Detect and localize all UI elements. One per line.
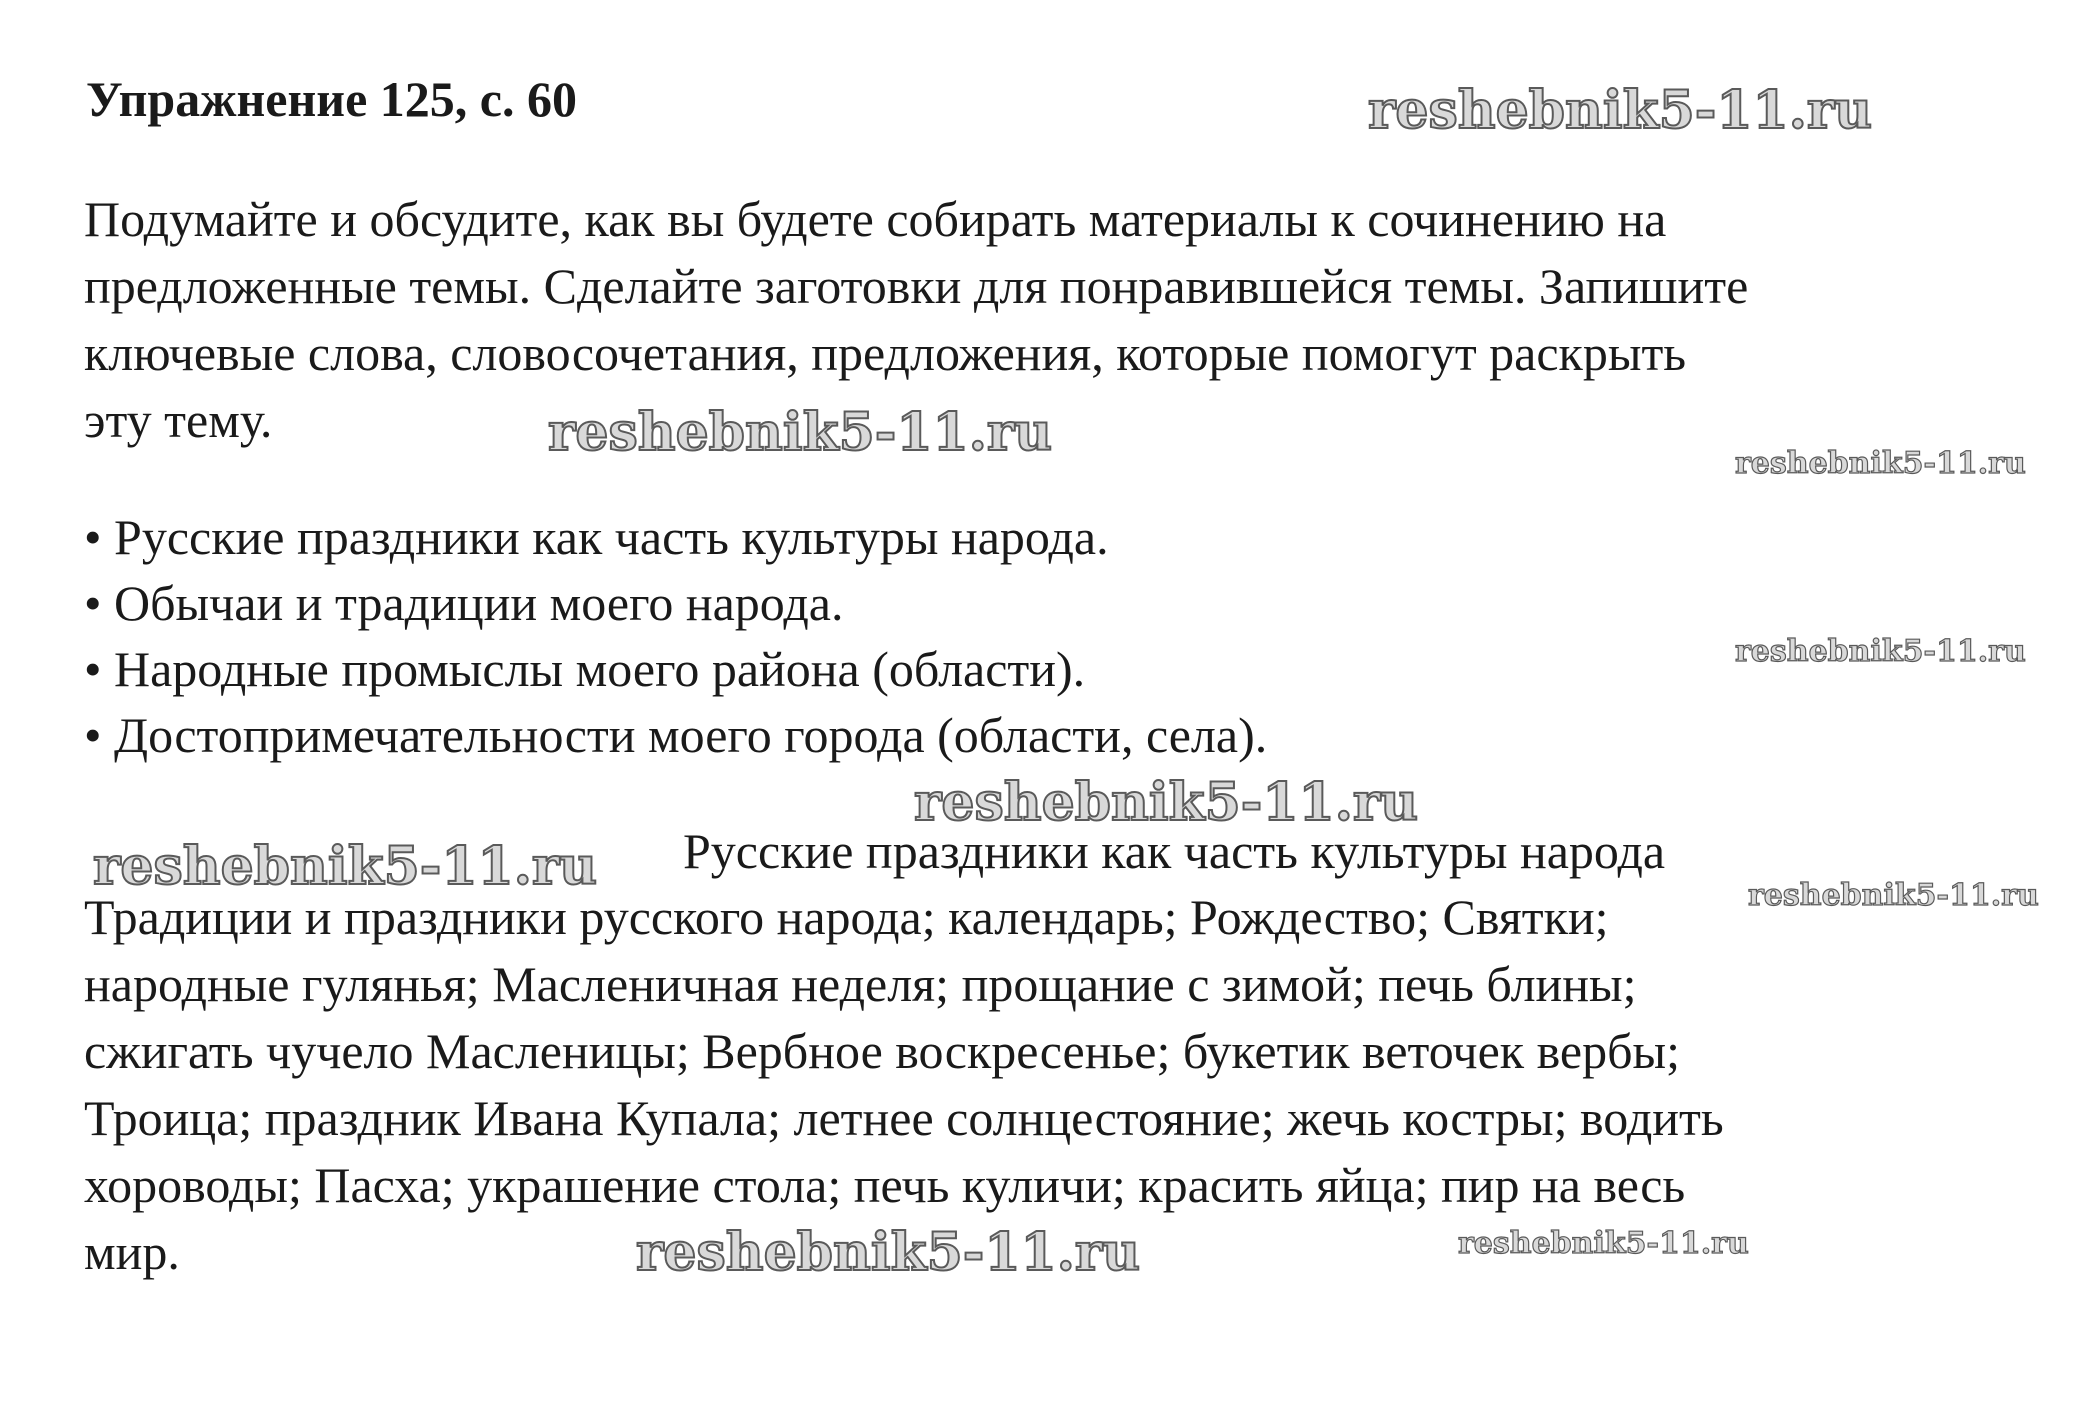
answer-line: народные гулянья; Масленичная неделя; прощание с зимой; печь блины; [84, 956, 1637, 1012]
watermark: reshebnik5-11.ru [1748, 878, 2039, 913]
topic-item: • Достопримечательности моего города (области, села). [84, 707, 1268, 763]
instructions-line: эту тему. [84, 392, 273, 448]
topic-item: • Обычаи и традиции моего народа. [84, 575, 844, 631]
watermark: reshebnik5-11.ru [1735, 446, 2026, 481]
watermark: reshebnik5-11.ru [93, 836, 598, 897]
watermark: reshebnik5-11.ru [914, 772, 1419, 833]
answer-line: Традиции и праздники русского народа; календарь; Рождество; Святки; [84, 889, 1609, 945]
instructions-line: Подумайте и обсудите, как вы будете собирать материалы к сочинению на [84, 191, 1667, 247]
answer-line: хороводы; Пасха; украшение стола; печь куличи; красить яйца; пир на весь [84, 1157, 1686, 1213]
watermark: reshebnik5-11.ru [636, 1222, 1141, 1283]
watermark: reshebnik5-11.ru [1368, 80, 1873, 141]
exercise-heading: Упражнение 125, с. 60 [86, 71, 577, 127]
answer-line: сжигать чучело Масленицы; Вербное воскресенье; букетик веточек вербы; [84, 1023, 1680, 1079]
topic-item: • Русские праздники как часть культуры народа. [84, 509, 1109, 565]
answer-line: Троица; праздник Ивана Купала; летнее солнцестояние; жечь костры; водить [84, 1090, 1724, 1146]
topic-item: • Народные промыслы моего района (области). [84, 641, 1086, 697]
instructions-line: ключевые слова, словосочетания, предложения, которые помогут раскрыть [84, 325, 1687, 381]
watermark: reshebnik5-11.ru [548, 402, 1053, 463]
answer-title: Русские праздники как часть культуры народа [683, 823, 1666, 879]
answer-line: мир. [84, 1224, 180, 1280]
watermark: reshebnik5-11.ru [1735, 634, 2026, 669]
watermark: reshebnik5-11.ru [1458, 1226, 1749, 1261]
instructions-line: предложенные темы. Сделайте заготовки для понравившейся темы. Запишите [84, 258, 1749, 314]
topics-list [84, 504, 1267, 768]
